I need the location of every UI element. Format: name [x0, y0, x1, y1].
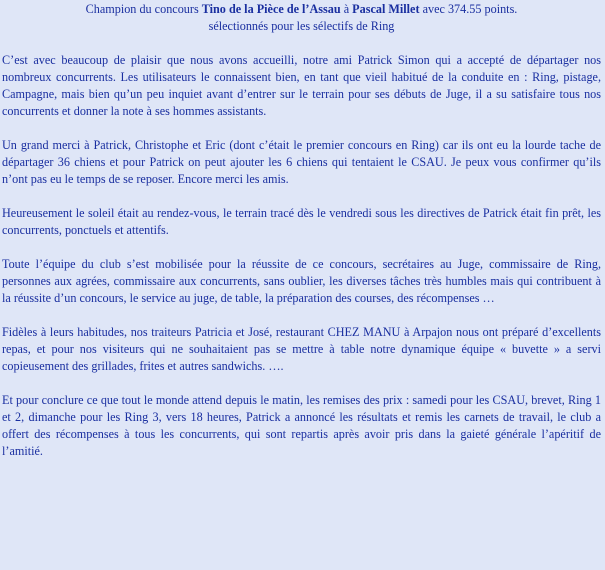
handler-name: Pascal Millet: [352, 2, 420, 16]
paragraph-5: Fidèles à leurs habitudes, nos traiteurs Patricia et José, restaurant CHEZ MANU à Arpajon nous ont préparé d’excellents repas, et pour nos visiteurs qui ne souhaitaient pas se mettre à table notre dynamique équipe « buvette » a servi copieusement des grillades, frites et autres sandwichs. ….: [2, 325, 601, 373]
header-line-2: sélectionnés pour les sélectifs de Ring: [208, 19, 395, 33]
paragraph-4: Toute l’équipe du club s’est mobilisée pour la réussite de ce concours, secrétaires au Juge, commissaire de Ring, personnes aux agrées, commissaire aux concurrents, sans oublier, les diverses tâches très humbles mais qui contribuent à la réussite d’un concours, le service au juge, de table, la préparation des courses, des récompenses …: [2, 257, 601, 305]
paragraph-6: Et pour conclure ce que tout le monde attend depuis le matin, les remises des prix : samedi pour les CSAU, brevet, Ring 1 et 2, dimanche pour les Ring 3, vers 18 heures, Patrick a annoncé les résultats et remis les carnets de travail, le club a offert des récompenses à tous les concurrents, qui sont repartis après avoir pris dans la gaieté générale l’apéritif de l’amitié.: [2, 393, 601, 458]
article-body: [2, 52, 601, 460]
header-line-1: [2, 1, 601, 18]
article-header: [2, 1, 601, 35]
header-suffix: avec 374.55 points.: [419, 2, 518, 16]
paragraph-1: C’est avec beaucoup de plaisir que nous avons accueilli, notre ami Patrick Simon qui a accepté de départager nos nombreux concurrents. Les utilisateurs le connaissent bien, en tant que vieil habitué de la conduite en : Ring, pistage, Campagne, mais bien qu’un peu inquiet avant d’entrer sur le terrain pour ses débuts de Juge, il a su satisfaire tous nos concurrents et donner la note à ses hommes assistants.: [2, 53, 601, 118]
paragraph-3: Heureusement le soleil était au rendez-vous, le terrain tracé dès le vendredi sous les directives de Patrick était fin prêt, les concurrents, ponctuels et attentifs.: [2, 206, 601, 237]
dog-name: Tino de la Pièce de l’Assau: [201, 2, 341, 16]
header-mid: à: [340, 2, 353, 16]
header-prefix: Champion du concours: [85, 2, 202, 16]
paragraph-2: Un grand merci à Patrick, Christophe et Eric (dont c’était le premier concours en Ring) car ils ont eu la lourde tache de départager 36 chiens et pour Patrick on peut ajouter les 6 chiens qui tentaient le CSAU. Je peux vous confirmer qu’ils n’ont pas eu le temps de se reposer. Encore merci les amis.: [2, 138, 601, 186]
